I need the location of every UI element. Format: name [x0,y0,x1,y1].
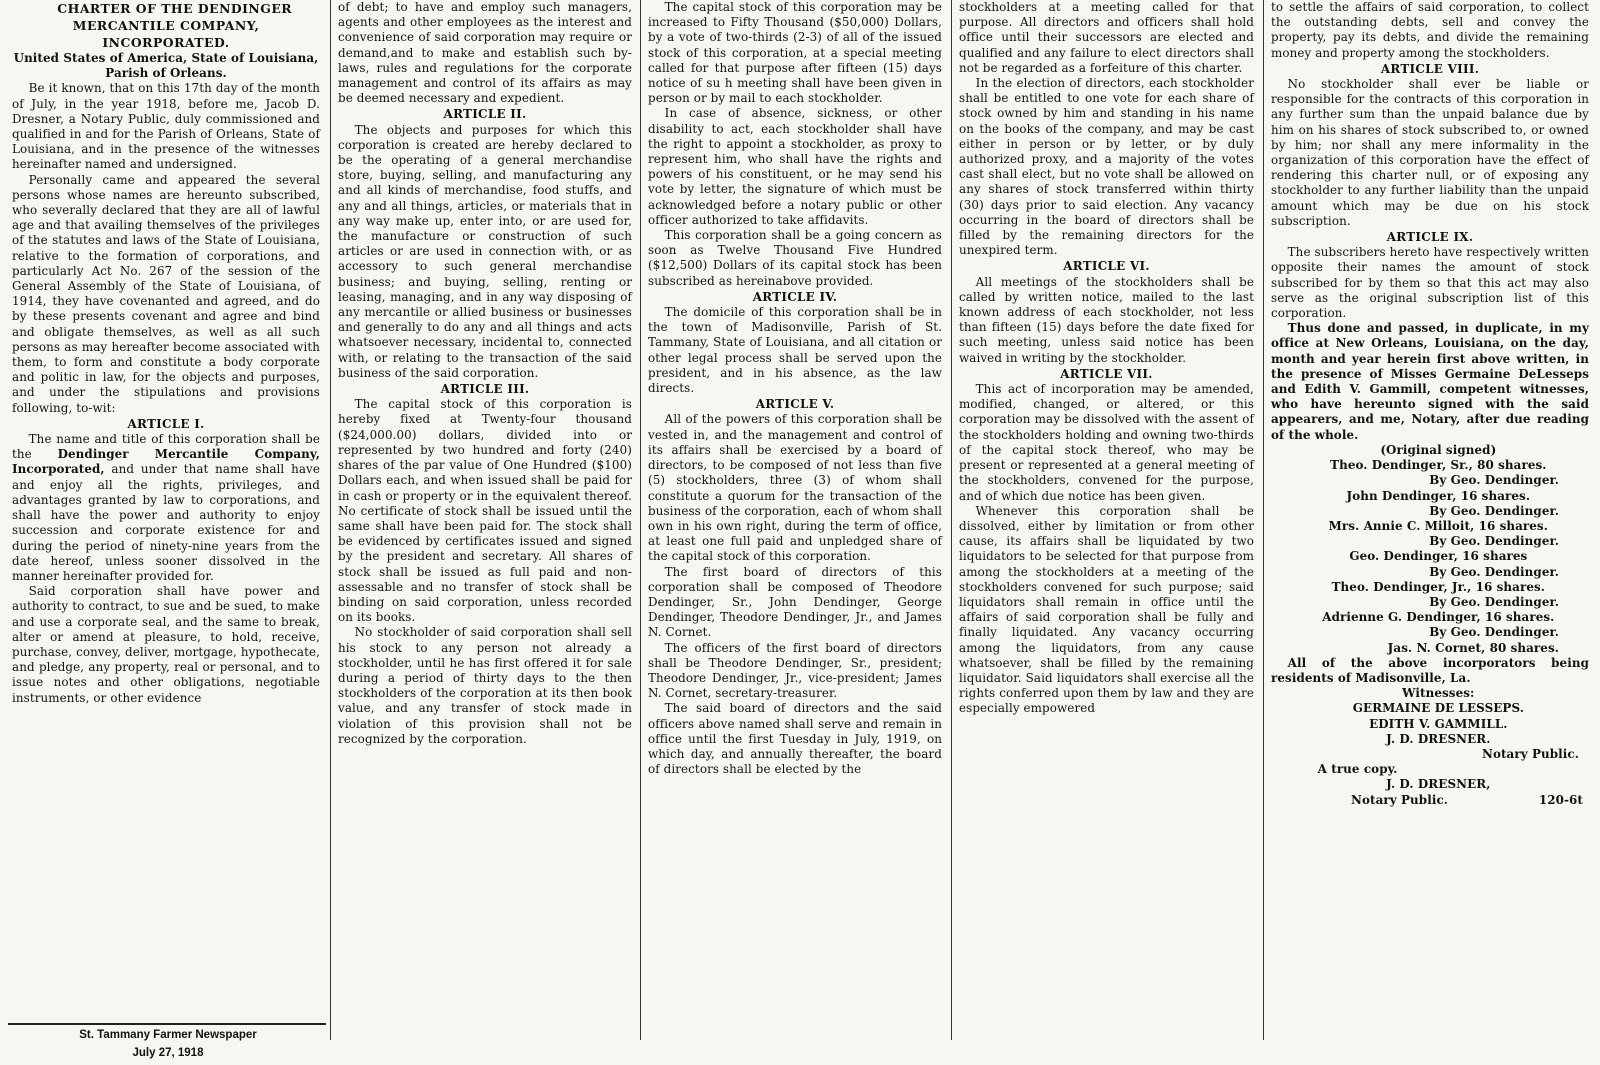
company-name: Dendinger Mercantile Company, Incorporated, [12,447,320,477]
article-7-heading: ARTICLE VII. [1060,366,1153,381]
paragraph: No stockholder of said corporation shall sell his stock to any person not already a stockholder, until he has first offered it for sale during a period of thirty days to the then stockholders of the corporation at its then book value, and any transfer of stock made in violation of this provision shall not be recognized by the corporation. [338,625,632,746]
signature-by: By Geo. Dendinger. [1429,503,1559,518]
paragraph: The first board of directors of this corporation shall be composed of Theodore Dendinger, Sr., John Dendinger, George Dendinger, Theodore Dendinger, Jr., and James N. Cornet. [648,564,942,640]
caption-rule [8,1023,326,1025]
article-5-heading: ARTICLE V. [755,397,835,412]
column-1 [6,0,326,1060]
column-2 [332,0,638,1060]
paragraph: Personally came and appeared the several persons whose names are hereunto subscribed, who severally declared that they are all of lawful age and that availing themselves of the privileges of the statutes and laws of the State of Louisiana, relative to the formation of corporations, and particularly Act No. 267 of the session of the General Assembly of the State of Louisiana, of 1914, they have covenanted and agreed, and do by these presents covenant and agree and bind and obligate themselves, as well as all such persons as may hereafter become associated with them, to form and constitute a body corporate and politic in law, for the objects and purposes, and under the stipulations and provisions following, to-wit: [12,172,320,415]
column-3 [642,0,948,1060]
column-4 [953,0,1260,1060]
caption-date: July 27, 1918 [132,1047,204,1059]
signature-line: Jas. N. Cornet, 80 shares. [1387,640,1559,655]
true-copy-label: A true copy. [1317,762,1398,777]
signature-line: John Dendinger, 16 shares. [1346,488,1531,503]
witness-name: EDITH V. GAMMILL. [1369,716,1508,731]
paragraph: Said corporation shall have power and authority to contract, to sue and be sued, to make and use a corporate seal, and the same to break, alter or amend at pleasure, to hold, receive, purchase, convey, deliver, mortgage, hypothecate, and pledge, any property, real or personal, and to issue notes and other obligations, negotiable instruments, or other evidence [12,584,320,705]
paragraph: Be it known, that on this 17th day of the month of July, in the year 1918, before me, Jacob D. Dresner, a Notary Public, duly commissioned and qualified in and for the Parish of Orleans, State of Louisiana, and in the presence of the witnesses hereinafter named and undersigned. [12,81,320,172]
residents-note: All of the above incorporators being residents of Madisonville, La. [1271,655,1589,685]
paragraph: This corporation shall be a going concern as soon as Twelve Thousand Five Hundred ($12,500) Dollars of its capital stock has been subscribed as hereinabove provided. [648,228,942,288]
paragraph: The capital stock of this corporation may be increased to Fifty Thousand ($50,000) Dollars, by a vote of two-thirds (2-3) of all of the issued stock of this corporation, at a special meeting called for that purpose after fifteen (15) days notice of su h meeting shall have been given in person or by mail to each stockholder. [648,0,942,106]
place-heading: United States of America, State of Louisiana, Parish of Orleans. [13,51,319,81]
article-3-heading: ARTICLE III. [440,382,530,397]
article-4-heading: ARTICLE IV. [752,289,838,304]
charter-title: CHARTER OF THE DENDINGER MERCANTILE COMPANY, INCORPORATED. [57,1,293,50]
paragraph: No stockholder shall ever be liable or responsible for the contracts of this corporation in any further sum than the unpaid balance due by him on his shares of stock subscribed to, or owned by him; nor shall any mere informality in the organization of this corporation have the effect of rendering this charter null, or of exposing any stockholder to any further liability than the unpaid amount which may be due on his stock subscription. [1271,77,1589,228]
witness-name: GERMAINE DE LESSEPS. [1352,701,1524,716]
column-5 [1265,0,1595,1060]
article-2-heading: ARTICLE II. [443,107,527,122]
paragraph: stockholders at a meeting called for that purpose. All directors and officers shall hold office until their successors are elected and qualified and any failure to elect directors shall not be regarded as a forfeiture of this charter. [959,0,1254,75]
paragraph: In the election of directors, each stockholder shall be entitled to one vote for each share of stock owned by him and standing in his name on the books of the company, and may be cast either in person or by letter, or by duly authorized proxy, and a majority of the votes cast shall elect, but no vote shall be allowed on any shares of stock transferred within thirty (30) days prior to said election. Any vacancy occurring in the board of directors shall be filled by the remaining directors for the unexpired term. [959,76,1254,258]
witnesses-label: Witnesses: [1402,686,1475,701]
article-1-heading: ARTICLE I. [127,416,205,431]
signature-by: By Geo. Dendinger. [1429,594,1559,609]
signature-line: Mrs. Annie C. Milloit, 16 shares. [1328,518,1548,533]
paragraph: The said board of directors and the said officers above named shall serve and remain in office until the first Tuesday in July, 1919, on which day, and annually thereafter, the board of directors shall be elected by the [648,701,942,777]
signature-line: Geo. Dendinger, 16 shares [1349,549,1528,564]
article-6-heading: ARTICLE VI. [1063,259,1150,274]
column-rule [640,0,641,1040]
paragraph: Whenever this corporation shall be dissolved, either by limitation or from other cause, its affairs shall be liquidated by two liquidators to be selected for that purpose from among the stockholders at a meeting of the stockholders convened for such purpose; said liquidators shall remain in office until the affairs of said corporation shall be fully and finally liquidated. Any vacancy occurring among the liquidators, from any cause whatsoever, shall be filled by the remaining liquidator. Said liquidators shall exercise all the rights conferred upon them by law and they are especially empowered [959,503,1254,716]
notary-title: Notary Public. [1481,746,1579,761]
paragraph: The objects and purposes for which this corporation is created are hereby declared to be the operating of a general merchandise store, buying, selling, and manufacturing any and all kinds of merchandise, food stuffs, and any and all things, articles, or materials that in any way make up, enter into, or are used for, the manufacture or construction of such articles or are used in connection with, or as accessory to such general merchandise business; and buying, selling, renting or leasing, managing, and in any way disposing of any mercantile or allied business or businesses and generally to do any and all things and acts whatsoever necessary, incidental to, connected with, or relating to the transaction of the said business of the said corporation. [338,122,632,380]
notary-name: J. D. DRESNER. [1386,731,1491,746]
signature-by: By Geo. Dendinger. [1429,473,1559,488]
paragraph [12,432,320,584]
paragraph: of debt; to have and employ such managers, agents and other employees as the interest and convenience of said corporation may require or demand,and to make and establish such by-laws, rules and regulations for the corporate management and control of its affairs as may be deemed necessary and expedient. [338,0,632,106]
footer-row [1271,793,1589,808]
signature-by: By Geo. Dendinger. [1429,625,1559,640]
ad-reference: 120-6t [1538,792,1583,807]
column-rule [951,0,952,1040]
column-rule [1263,0,1264,1040]
text-run: The name and title of this corporation shall be the [12,432,320,462]
signature-by: By Geo. Dendinger. [1429,534,1559,549]
paragraph: All of the powers of this corporation shall be vested in, and the management and control of its affairs shall be exercised by a board of directors, to be composed of not less than five (5) stockholders, three (3) of whom shall constitute a quorum for the transaction of the business of the corporation, each of whom shall own in his own right, during the term of office, at least one full paid and unpledged share of the capital stock of this corporation. [648,412,942,564]
paragraph: to settle the affairs of said corporation, to collect the outstanding debts, sell and convey the property, pay its debts, and divide the remaining money and property among the stockholders. [1271,0,1589,60]
notary-name: J. D. DRESNER, [1386,777,1491,792]
paragraph: The subscribers hereto have respectively written opposite their names the amount of stock subscribed for by them so that this act may also serve as the original subscription list of this corporation. [1271,245,1589,321]
paragraph: Thus done and passed, in duplicate, in my office at New Orleans, Louisiana, on the day, month and year herein first above written, in the presence of Misses Germaine DeLesseps and Edith V. Gammill, competent witnesses, who have hereunto signed with the said appearers, and me, Notary, after due reading of the whole. [1271,321,1589,442]
caption-source: St. Tammany Farmer Newspaper [79,1029,257,1041]
paragraph: The officers of the first board of directors shall be Theodore Dendinger, Sr., president; Theodore Dendinger, Jr., vice-president; James N. Cornet, secretary-treasurer. [648,640,942,701]
paragraph: The domicile of this corporation shall be in the town of Madisonville, Parish of St. Tammany, State of Louisiana, and all citation or other legal process shall be served upon the president, and in his absence, as the law directs. [648,305,942,396]
signature-line: Adrienne G. Dendinger, 16 shares. [1322,610,1555,625]
paragraph: In case of absence, sickness, or other disability to act, each stockholder shall have the right to appoint a stockholder, as proxy to represent him, who shall have the rights and powers of his constituent, or he may send his vote by letter, the signature of which must be acknowledged before a notary public or other officer authorized to take affidavits. [648,106,942,227]
signature-line: Theo. Dendinger, Jr., 16 shares. [1331,579,1546,594]
paragraph: All meetings of the stockholders shall be called by written notice, mailed to the last known address of each stockholder, not less than fifteen (15) days before the date fixed for such meeting, unless said notice has been waived in writing by the stockholder. [959,274,1254,365]
signature-line: Theo. Dendinger, Sr., 80 shares. [1330,458,1547,473]
notary-title: Notary Public. [1351,792,1449,807]
signature-by: By Geo. Dendinger. [1429,564,1559,579]
paragraph: The capital stock of this corporation is hereby fixed at Twenty-four thousand ($24,000.00) dollars, divided into or represented by two hundred and forty (240) shares of the par value of One Hundred ($100) Dollars each, and when issued shall be paid for in cash or property or in the equivalent thereof. No certificate of stock shall be issued until the same shall have been paid for. The stock shall be evidenced by certificates issued and signed by the president and secretary. All shares of stock shall be issued as full paid and non-assessable and no transfer of stock shall be binding on said corporation, unless recorded on its books. [338,397,632,625]
article-9-heading: ARTICLE IX. [1386,230,1474,245]
article-8-heading: ARTICLE VIII. [1380,61,1480,76]
original-signed-label: (Original signed) [1380,442,1497,457]
text-run: and under that name shall have and enjoy all the rights, privileges, and advantages granted by law to corporations, and shall have the power and authority to enjoy succession and corporate existence for and during the period of ninety-nine years from the date hereof, unless sooner dissolved in the manner hereinafter provided for. [12,462,320,583]
paragraph: This act of incorporation may be amended, modified, changed, or altered, or this corporation may be dissolved with the assent of the stockholders holding and owning two-thirds of the capital stock thereof, who may be present or represented at a general meeting of the stockholders, convened for the purpose, and of which due notice has been given. [959,382,1254,503]
column-rule [330,0,331,1040]
